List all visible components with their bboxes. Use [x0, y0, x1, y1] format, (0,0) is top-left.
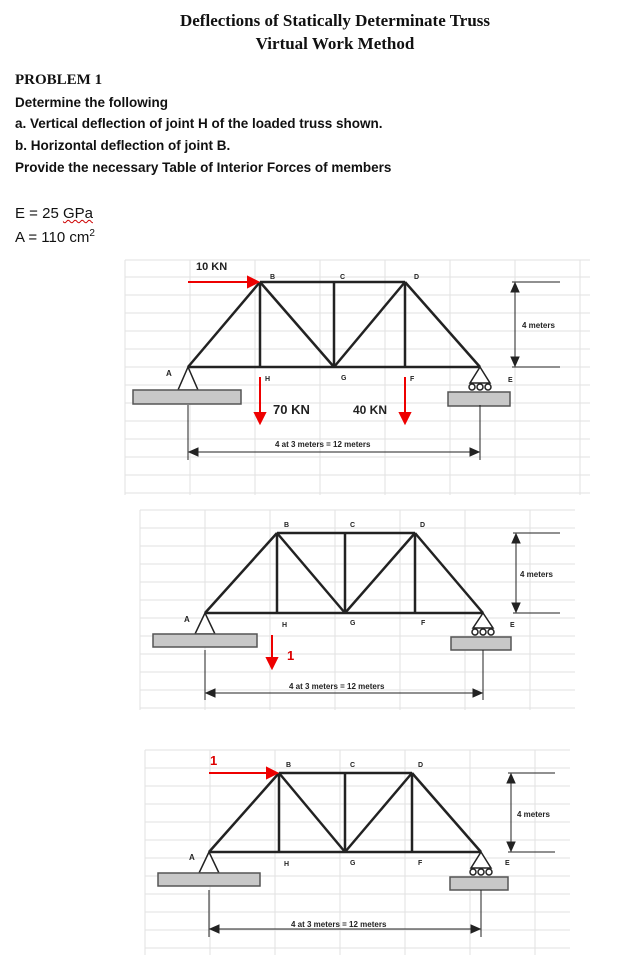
node-label-g: G: [350, 860, 356, 867]
dimension-lines: [205, 533, 560, 700]
truss-diagram-unit-vertical: [0, 505, 629, 710]
node-label-g: G: [350, 620, 356, 627]
pin-support-a: [158, 852, 260, 886]
truss-diagram-unit-horizontal: [0, 745, 629, 957]
roller-support-e: [448, 367, 510, 406]
area-exponent: 2: [89, 228, 95, 239]
height-label: 4 meters: [520, 570, 553, 579]
load-label-10kn: 10 KN: [196, 261, 228, 273]
unit-load-label: 1: [287, 648, 295, 663]
node-label-e: E: [508, 377, 513, 384]
node-label-d: D: [420, 522, 426, 529]
node-label-a: A: [189, 853, 195, 862]
node-label-h: H: [284, 861, 290, 868]
load-label-70kn: 70 KN: [273, 402, 310, 417]
node-label-c: C: [340, 274, 346, 281]
node-label-h: H: [282, 622, 288, 629]
load-arrows: [209, 768, 277, 778]
node-label-c: C: [350, 762, 356, 769]
height-label: 4 meters: [517, 810, 550, 819]
load-label-40kn: 40 KN: [353, 403, 388, 417]
span-label: 4 at 3 meters = 12 meters: [275, 440, 371, 449]
node-label-b: B: [286, 762, 292, 769]
span-label: 4 at 3 meters = 12 meters: [289, 682, 385, 691]
truss-members: [205, 533, 483, 613]
spreadsheet-grid: [125, 260, 590, 495]
modulus-label: E = 25: [15, 205, 63, 222]
modulus-unit: GPa: [62, 205, 93, 222]
area-property: [15, 228, 95, 246]
dimension-lines: [188, 282, 560, 460]
node-label-b: B: [270, 274, 276, 281]
problem-line-1: Determine the following: [15, 95, 169, 110]
problem-line-4: Provide the necessary Table of Interior Forces of members: [15, 160, 392, 175]
load-arrows: [267, 635, 277, 668]
problem-line-2: a. Vertical deflection of joint H of the loaded truss shown.: [15, 116, 383, 131]
title-line-1: Deflections of Statically Determinate Truss: [179, 11, 491, 30]
node-label-a: A: [166, 369, 172, 378]
node-label-e: E: [505, 860, 510, 867]
node-label-e: E: [510, 622, 515, 629]
unit-load-label: 1: [210, 753, 218, 768]
height-label: 4 meters: [522, 321, 555, 330]
node-label-d: D: [418, 762, 424, 769]
node-label-d: D: [414, 274, 420, 281]
modulus-property: [15, 205, 93, 222]
roller-support-e: [451, 613, 511, 650]
span-label: 4 at 3 meters = 12 meters: [291, 920, 387, 929]
node-label-b: B: [284, 522, 290, 529]
node-label-h: H: [265, 376, 271, 383]
problem-line-3: b. Horizontal deflection of joint B.: [15, 138, 231, 153]
title-line-2: Virtual Work Method: [255, 34, 415, 53]
node-label-f: F: [418, 860, 423, 867]
node-label-a: A: [184, 615, 190, 624]
truss-diagram-loaded: [0, 255, 629, 500]
area-label: A = 110 cm: [15, 229, 90, 246]
node-label-f: F: [410, 376, 415, 383]
node-label-g: G: [341, 375, 347, 382]
problem-heading: PROBLEM 1: [15, 72, 103, 88]
node-label-c: C: [350, 522, 356, 529]
node-label-f: F: [421, 620, 426, 627]
